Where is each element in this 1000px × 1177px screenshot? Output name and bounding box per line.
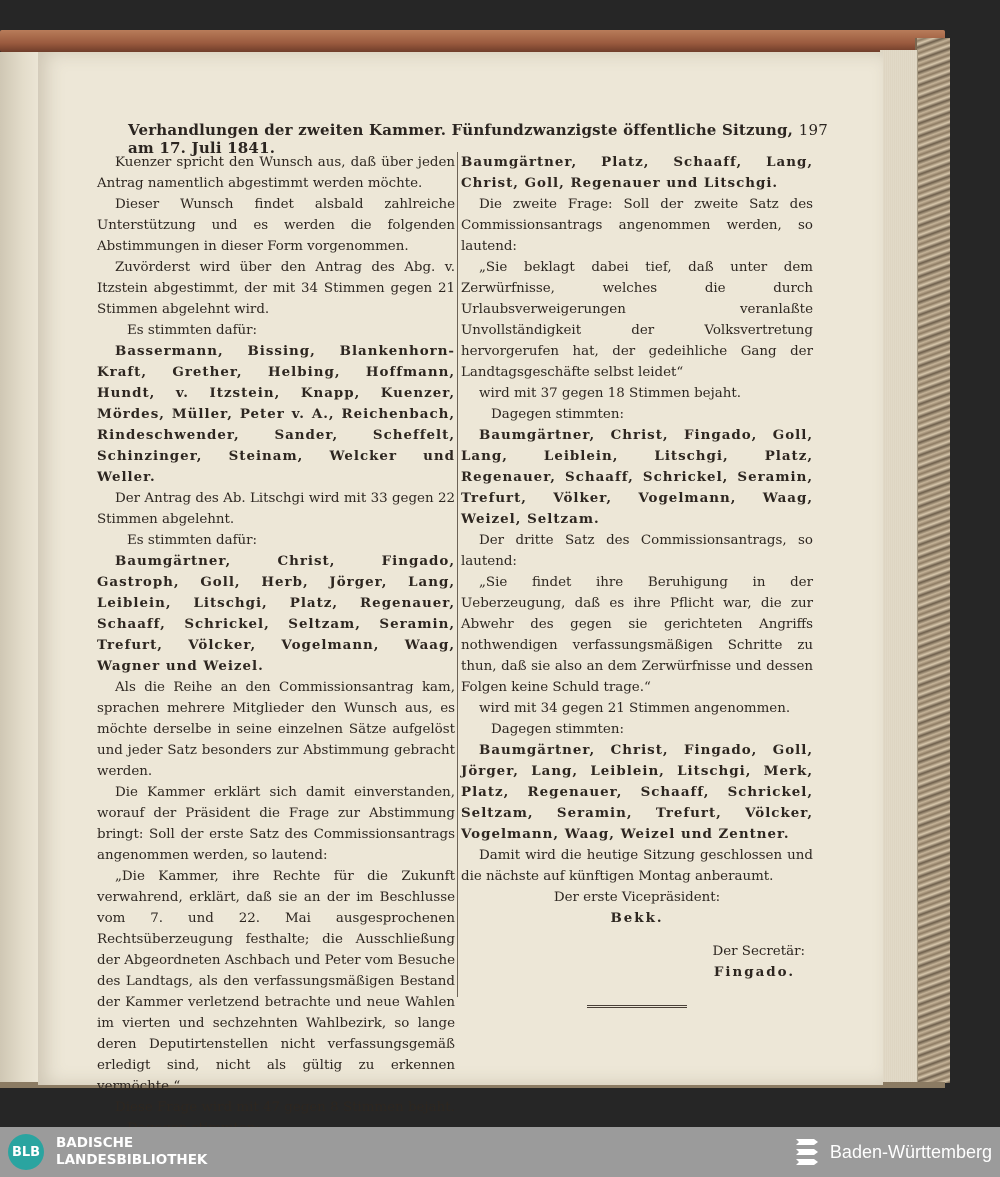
book-cover-top: [0, 30, 945, 52]
blb-logo-icon[interactable]: [8, 1134, 44, 1170]
name-list: Bassermann, Bissing, Blankenhorn-Kraft, Grether, Helbing, Hoffmann, Hundt, v. Itzstein, Knapp, Kuenzer, Mördes, Müller, Peter v. A., Reichenbach, Rindeschwender, Sander, Scheffelt, Schinzinger, Steinam, Welcker und Weller.: [97, 343, 455, 485]
state-name: Baden-Württemberg: [829, 1141, 992, 1162]
paragraph: wird mit 37 gegen 18 Stimmen bejaht.: [479, 386, 741, 401]
paragraph: Der Antrag des Ab. Litschgi wird mit 33 gegen 22 Stimmen abgelehnt.: [97, 491, 455, 527]
vote-heading: Dagegen stimmten:: [491, 722, 624, 737]
paragraph: Die Kammer erklärt sich damit einverstanden, worauf der Präsident die Frage zur Abstimmung bringt: Soll der erste Satz des Commissionsantrags angenommen werden, so lautend:: [97, 785, 455, 863]
paragraph: Damit wird die heutige Sitzung geschlossen und die nächste auf künftigen Montag anberaumt.: [461, 848, 813, 884]
name-list: Baumgärtner, Platz, Schaaff, Lang, Christ, Goll, Regenauer und Litschgi.: [461, 154, 813, 191]
book-cover-edge: [915, 38, 950, 1083]
institution-name[interactable]: [56, 1135, 207, 1169]
paragraph: Dieser Wunsch findet alsbald zahlreiche Unterstützung und es werden die folgenden Abstimmungen in dieser Form vorgenommen.: [97, 197, 455, 254]
logo-text: BLB: [11, 1144, 41, 1160]
name-list: Baumgärtner, Christ, Fingado, Goll, Jörger, Lang, Leiblein, Litschgi, Merk, Platz, Regenauer, Schaaff, Schrickel, Seltzam, Seramin, Trefurt, Völcker, Vogelmann, Waag, Weizel und Zentner.: [461, 742, 813, 842]
left-column: [97, 152, 455, 1139]
paragraph: Als die Reihe an den Commissionsantrag kam, sprachen mehrere Mitglieder den Wunsch aus, es möchte derselbe in seine einzelnen Sätze aufgelöst und jeder Satz besonders zur Abstimmung gebracht werden.: [97, 680, 455, 779]
quoted-motion: „Die Kammer, ihre Rechte für die Zukunft verwahrend, erklärt, daß sie an der im Beschlusse vom 7. und 22. Mai ausgesprochenen Rechtsüberzeugung festhalte; die Ausschließung der Abgeordneten Aschbach und Peter vom Besuche des Landtags, als den verfassungsmäßigen Bestand der Kammer verletzend betrachte und neue Wahlen im vierten und sechzehnten Wahlbezirk, so lange deren Deputirtenstellen nicht verfassungsgemäß erledigt sind, nicht als gültig zu erkennen vermöchte.“: [97, 869, 455, 1094]
page-number: 197: [798, 121, 828, 139]
signature-title: Der Secretär:: [712, 944, 805, 959]
name-list: Baumgärtner, Christ, Fingado, Gastroph, Goll, Herb, Jörger, Lang, Leiblein, Litschgi, Platz, Regenauer, Schaaff, Schrickel, Seltzam, Seramin, Trefurt, Völcker, Vogelmann, Waag, Wagner und Weizel.: [97, 553, 455, 674]
page-edge-stack: [880, 50, 918, 1085]
paragraph: Kuenzer spricht den Wunsch aus, daß über jeden Antrag namentlich abgestimmt werden möchte.: [97, 155, 455, 191]
paragraph: Zuvörderst wird über den Antrag des Abg. v. Itzstein abgestimmt, der mit 34 Stimmen gegen 21 Stimmen abgelehnt wird.: [97, 260, 455, 317]
signature-name: Bekk.: [610, 910, 664, 926]
vote-heading: Es stimmten dafür:: [127, 533, 258, 548]
lions-crest-icon: [792, 1135, 822, 1169]
quoted-motion: „Sie findet ihre Beruhigung in der Ueberzeugung, daß es ihre Pflicht war, die zur Abwehr des gegen sie gerichteten Angriffs nothwendigen verfassungsmäßigen Schritte zu thun, daß sie also an dem Zerwürfnisse und dessen Folgen keine Schuld trage.“: [461, 575, 813, 695]
footer-bar: [0, 1127, 1000, 1177]
paragraph: Der dritte Satz des Commissionsantrags, so lautend:: [461, 533, 813, 569]
paragraph: wird mit 34 gegen 21 Stimmen angenommen.: [479, 701, 791, 716]
closing-rule: [587, 1005, 687, 1008]
paragraph: Die zweite Frage: Soll der zweite Satz des Commissionsantrags angenommen werden, so lautend:: [461, 197, 813, 254]
facing-page-edge: [0, 52, 40, 1084]
state-brand[interactable]: [792, 1135, 992, 1169]
institution-line-2: LANDESBIBLIOTHEK: [56, 1152, 208, 1168]
page-header-title: Verhandlungen der zweiten Kammer. Fünfundzwanzigste öffentliche Sitzung, am 17. Juli 1841.: [128, 121, 794, 157]
column-divider: [457, 152, 458, 997]
signature-title: Der erste Vicepräsident:: [553, 890, 721, 905]
name-list: Baumgärtner, Christ, Fingado, Goll, Lang, Leiblein, Litschgi, Platz, Regenauer, Schaaff, Schrickel, Seramin, Trefurt, Völker, Vogelmann, Waag, Weizel, Seltzam.: [461, 427, 813, 527]
right-column: [461, 152, 813, 1008]
vote-heading: Dagegen stimmten:: [491, 407, 624, 422]
institution-line-1: BADISCHE: [56, 1135, 134, 1151]
signature-name: Fingado.: [713, 964, 795, 980]
quoted-motion: „Sie beklagt dabei tief, daß unter dem Zerwürfnisse, welches die durch Urlaubsverweigerungen veranlaßte Unvollständigkeit der Volksvertretung hervorgerufen hat, der gedeihliche Gang der Landtagsgeschäfte selbst leidet“: [461, 260, 813, 380]
paragraph: Diese Frage wird mit 47 gegen 8 Stimmen bejaht.: [115, 1100, 455, 1115]
vote-heading: Es stimmten dafür:: [127, 323, 258, 338]
